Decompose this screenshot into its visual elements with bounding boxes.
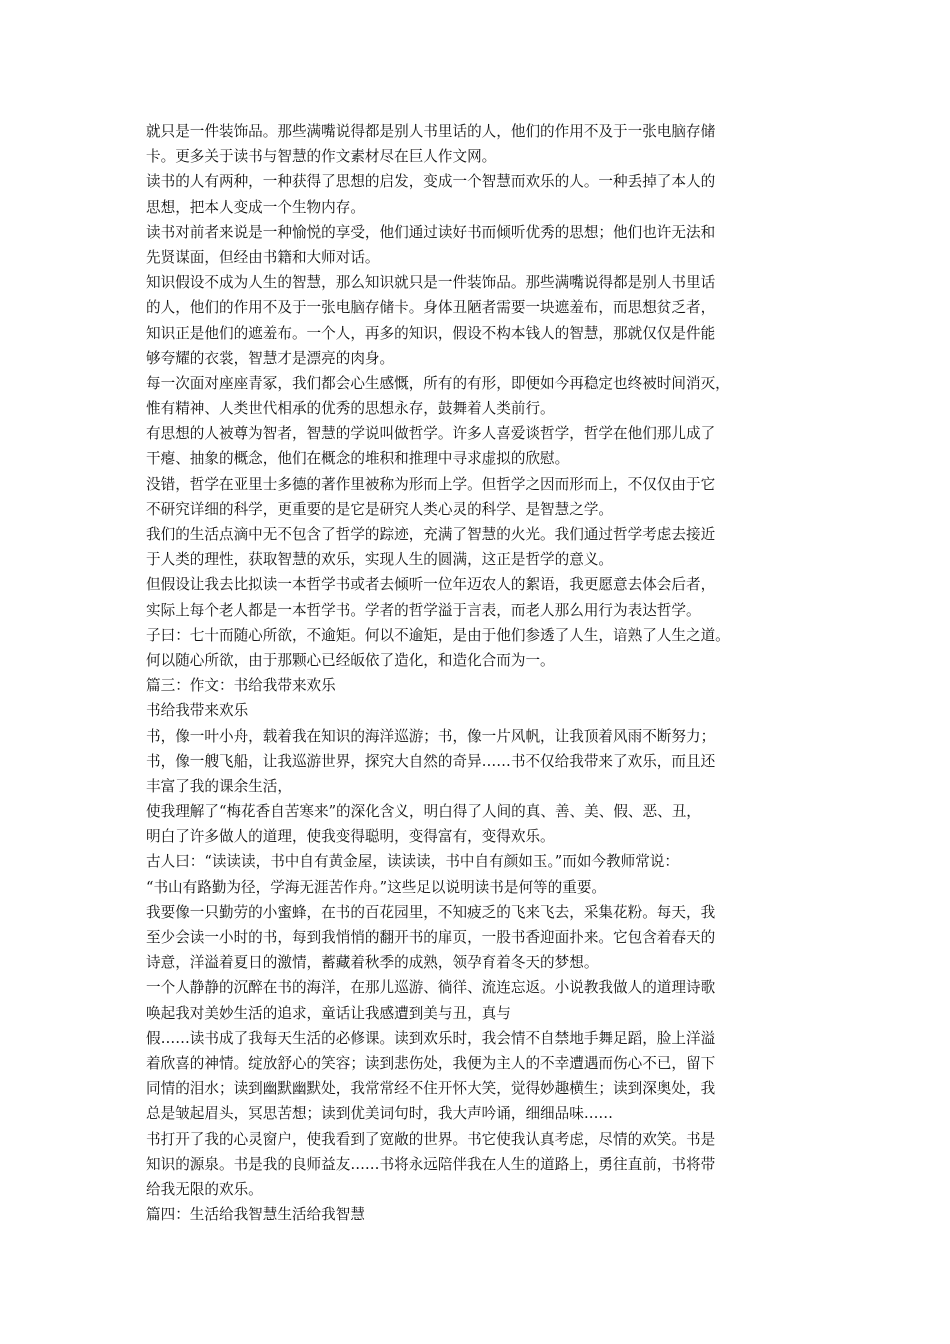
text-line: 实际上每个老人都是一本哲学书。学者的哲学溢于言表，而老人那么用行为表达哲学。 [146,601,701,619]
text-line: 有思想的人被尊为智者，智慧的学说叫做哲学。许多人喜爱谈哲学，哲学在他们那儿成了 [146,425,716,443]
text-line: 我们的生活点滴中无不包含了哲学的踪迹，充满了智慧的火光。我们通过哲学考虑去接近 [146,526,716,543]
text-line: 假……读书成了我每天生活的必修课。读到欢乐时，我会情不自禁地手舞足蹈，脸上洋溢 [146,1029,716,1047]
text-line: 惟有精神、人类世代相承的优秀的思想永存，鼓舞着人类前行。 [146,400,555,418]
text-line: 没错，哲学在亚里士多德的著作里被称为形而上学。但哲学之因而形而上，不仅仅由于它 [146,475,716,493]
text-line: 同情的泪水；读到幽默幽默处，我常常经不住开怀大笑，觉得妙趣横生；读到深奥处，我 [146,1080,716,1098]
text-line: 书打开了我的心灵窗户，使我看到了宽敞的世界。书它使我认真考虑，尽情的欢笑。书是 [146,1130,716,1148]
text-line: 何以随心所欲，由于那颗心已经皈依了造化，和造化合而为一。 [146,651,555,669]
text-line: 一个人静静的沉醉在书的海洋，在那儿巡游、徜徉、流连忘返。小说教我做人的道理诗歌 [146,979,716,997]
text-line: 于人类的理性，获取智慧的欢乐，实现人生的圆满，这正是哲学的意义。 [146,551,614,569]
text-line: 总是皱起眉头，冥思苦想；读到优美词句时，我大声吟诵，细细品味…… [146,1105,614,1123]
text-line: 的人，他们的作用不及于一张电脑存储卡。身体丑陋者需要一块遮羞布，而思想贫乏者， [146,299,716,317]
text-line: 够夸耀的衣裳，智慧才是漂亮的肉身。 [146,349,395,367]
text-line: 着欣喜的神情。绽放舒心的笑容；读到悲伤处，我便为主人的不幸遭遇而伤心不已，留下 [146,1054,716,1072]
text-line: 使我理解了“梅花香自苦寒来”的深化含义，明白得了人间的真、善、美、假、恶、丑， [146,803,701,821]
text-line: 子曰：七十而随心所欲，不逾矩。何以不逾矩，是由于他们参透了人生，谙熟了人生之道。 [146,626,730,644]
text-line: 卡。更多关于读书与智慧的作文素材尽在巨人作文网。 [146,148,497,166]
text-line: 书给我带来欢乐 [146,702,249,720]
text-line: 就只是一件装饰品。那些满嘴说得都是别人书里话的人，他们的作用不及于一张电脑存储 [146,123,716,140]
text-line: 知识假设不成为人生的智慧，那么知识就只是一件装饰品。那些满嘴说得都是别人书里话 [146,274,716,292]
text-line: 每一次面对座座青冢，我们都会心生感慨，所有的有形，即便如今再稳定也终被时间消灭， [146,374,730,392]
text-line: 古人曰：“读读读，书中自有黄金屋，读读读，书中自有颜如玉。”而如今教师常说： [146,853,679,871]
text-line: 我要像一只勤劳的小蜜蜂，在书的百花园里，不知疲乏的飞来飞去，采集花粉。每天，我 [146,903,716,921]
text-line: 诗意，洋溢着夏日的激情，蓄藏着秋季的成熟，领孕育着冬天的梦想。 [146,954,599,972]
text-line: 干瘪、抽象的概念，他们在概念的堆积和推理中寻求虚拟的欣慰。 [146,450,570,468]
text-line: 思想，把本人变成一个生物内存。 [146,198,365,216]
text-line: 唤起我对美妙生活的追求，童话让我感遭到美与丑，真与 [146,1004,511,1022]
text-line: 但假设让我去比拟读一本哲学书或者去倾听一位年迈农人的絮语，我更愿意去体会后者， [146,576,716,594]
text-line: 书，像一艘飞船，让我巡游世界，探究大自然的奇异……书不仅给我带来了欢乐，而且还 [146,752,716,770]
text-line: 明白了许多做人的道理，使我变得聪明，变得富有，变得欢乐。 [146,828,555,846]
text-line: 丰富了我的课余生活， [146,777,292,795]
text-line: 不研究详细的科学，更重要的是它是研究人类心灵的科学、是智慧之学。 [146,500,614,518]
text-line: 读书对前者来说是一种愉悦的享受，他们通过读好书而倾听优秀的思想；他们也许无法和 [146,223,716,241]
text-line: 知识正是他们的遮羞布。一个人，再多的知识，假设不构本钱人的智慧，那就仅仅是件能 [146,324,716,342]
text-line: 书，像一叶小舟，载着我在知识的海洋巡游；书，像一片风帆，让我顶着风雨不断努力； [146,727,716,745]
text-line: 先贤谋面，但经由书籍和大师对话。 [146,248,380,266]
text-line: “书山有路勤为径，学海无涯苦作舟。”这些足以说明读书是何等的重要。 [146,878,607,896]
text-line: 知识的源泉。书是我的良师益友……书将永远陪伴我在人生的道路上，勇往直前，书将带 [146,1155,716,1173]
text-line: 读书的人有两种，一种获得了思想的启发，变成一个智慧而欢乐的人。一种丢掉了本人的 [146,173,716,191]
text-line: 给我无限的欢乐。 [146,1180,263,1198]
text-line: 至少会读一小时的书，每到我悄悄的翻开书的扉页，一股书香迎面扑来。它包含着春天的 [146,929,716,946]
text-line: 篇三：作文：书给我带来欢乐 [146,677,336,695]
document-body [146,119,826,1227]
text-line: 篇四：生活给我智慧生活给我智慧 [146,1206,365,1224]
